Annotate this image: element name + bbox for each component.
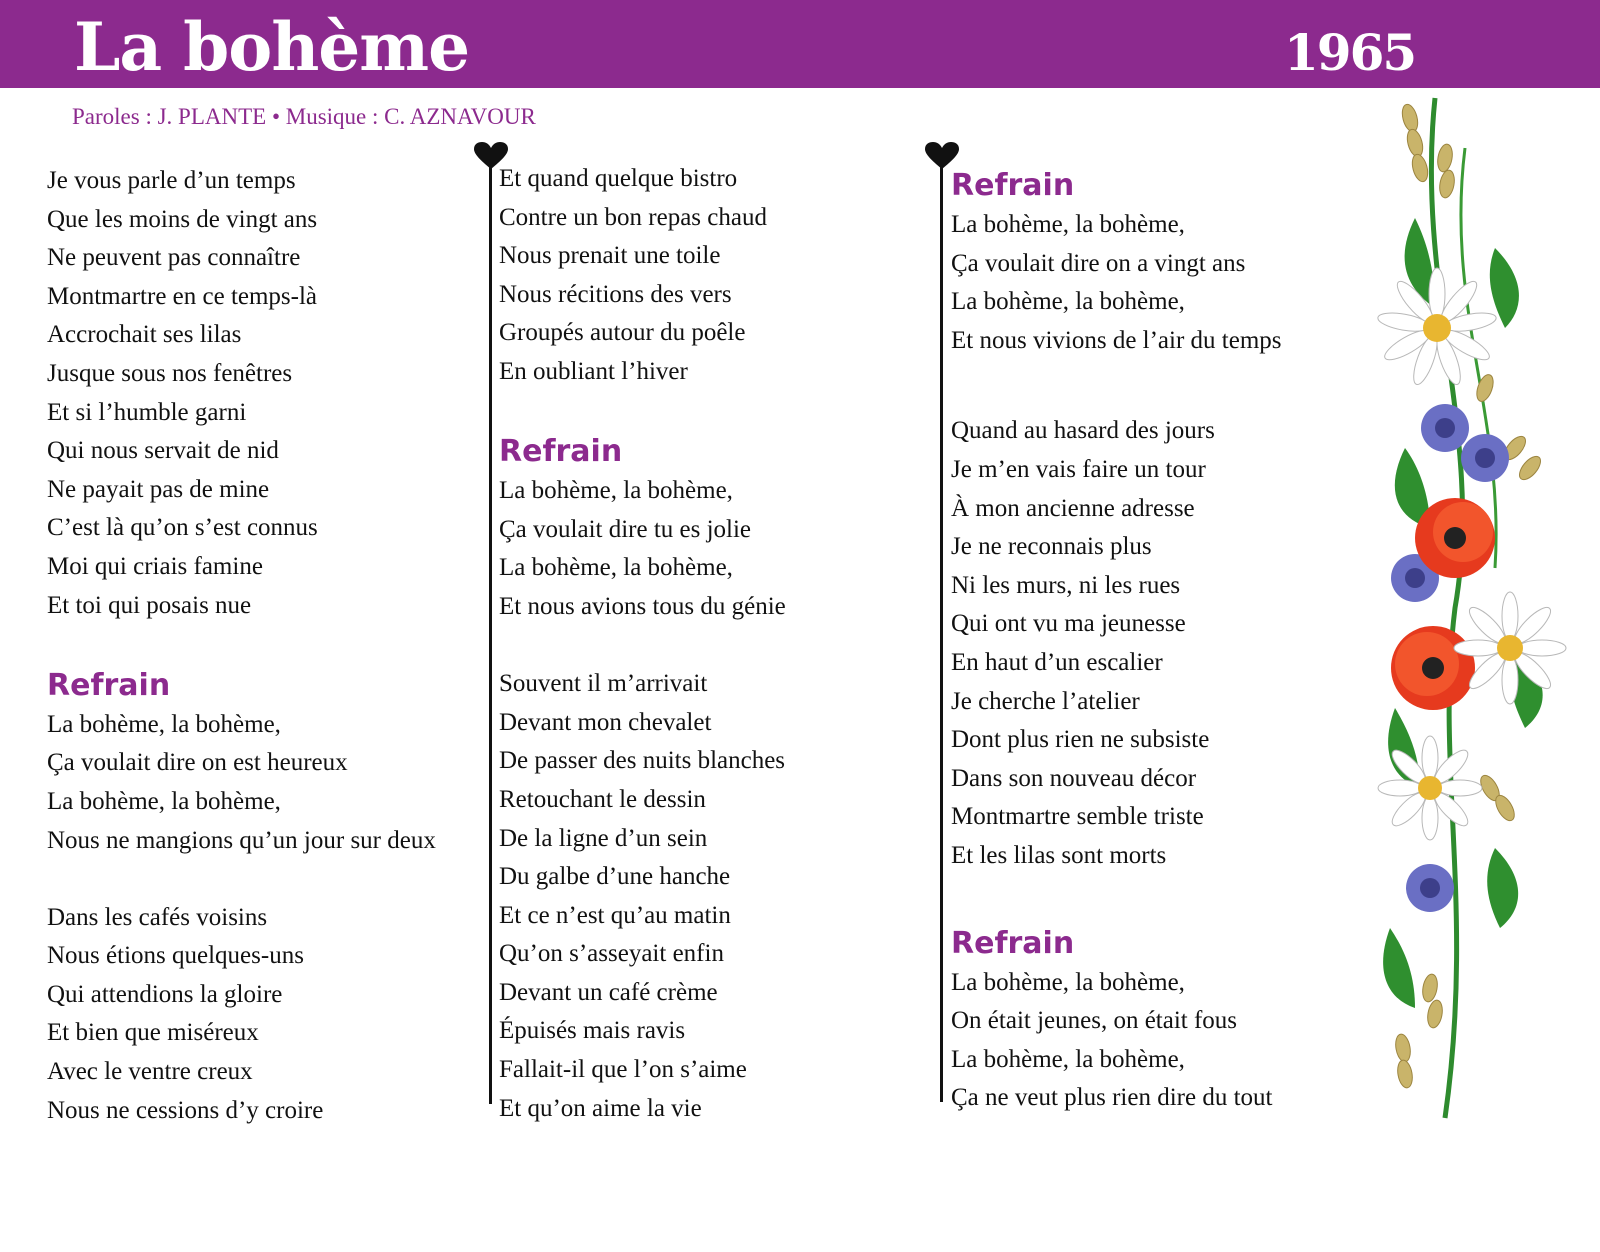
lyric-line: Accrochait ses lilas [47, 321, 242, 349]
lyric-line: Et nous avions tous du génie [499, 592, 786, 620]
stanza-gap [499, 627, 786, 666]
lyric-line: Fallait-il que l’on s’aime [499, 1056, 747, 1084]
lyric-line: La bohème, la bohème, [951, 1045, 1185, 1073]
column-divider [489, 166, 492, 1104]
lyric-line: Je m’en vais faire un tour [951, 455, 1206, 483]
lyric-line: Ça voulait dire on a vingt ans [951, 249, 1246, 277]
stanza-gap [47, 625, 436, 664]
lyric-line: Devant un café crème [499, 978, 718, 1006]
lyric-line: Ça ne veut plus rien dire du tout [951, 1084, 1273, 1112]
stanza-gap [47, 860, 436, 899]
lyric-line: Ne peuvent pas connaître [47, 244, 301, 272]
lyric-line: Qui ont vu ma jeunesse [951, 610, 1186, 638]
lyric-line: Devant mon chevalet [499, 708, 712, 736]
stanza-gap [951, 876, 1282, 922]
lyric-line: Moi qui criais famine [47, 552, 263, 580]
lyric-line: La bohème, la bohème, [951, 211, 1185, 238]
verse-block [47, 899, 436, 1131]
lyric-line: Nous récitions des vers [499, 280, 732, 308]
lyric-line: En haut d’un escalier [951, 648, 1163, 676]
lyric-line: La bohème, la bohème, [499, 477, 733, 505]
lyric-line: Que les moins de vingt ans [47, 205, 318, 233]
verse-block [47, 162, 436, 625]
lyric-line: La bohème, la bohème, [499, 554, 733, 582]
lyric-line: Épuisés mais ravis [499, 1017, 686, 1045]
lyric-line: Du galbe d’une hanche [499, 863, 731, 891]
credits-line: Paroles : J. PLANTE • Musique : C. AZNAVOUR [72, 104, 536, 129]
refrain-heading: Refrain [47, 667, 171, 703]
lyric-line: Dans son nouveau décor [951, 764, 1197, 792]
verse-block [499, 665, 786, 1128]
lyric-line: Souvent il m’arrivait [499, 670, 708, 698]
lyric-line: La bohème, la bohème, [47, 710, 281, 738]
lyric-line: Et toi qui posais nue [47, 591, 252, 619]
lyric-line: Contre un bon repas chaud [499, 203, 767, 231]
lyric-line: On était jeunes, on était fous [951, 1007, 1238, 1035]
lyric-line: Quand au hasard des jours [951, 417, 1215, 445]
refrain-block [499, 472, 786, 626]
lyric-line: En oubliant l’hiver [499, 357, 688, 385]
lyric-line: Ne payait pas de mine [47, 475, 270, 503]
refrain-block [47, 706, 436, 860]
lyric-line: Qui nous servait de nid [47, 437, 279, 465]
refrain-block [951, 964, 1282, 1118]
song-title: La bohème [74, 8, 470, 86]
lyrics-column-3 [951, 164, 1282, 1118]
column-divider [940, 166, 943, 1102]
song-year: 1965 [1284, 23, 1416, 82]
lyric-line: De la ligne d’un sein [499, 824, 708, 852]
lyric-line: Nous ne cessions d’y croire [47, 1096, 324, 1124]
refrain-block [951, 206, 1282, 360]
lyric-line: Je ne reconnais plus [951, 533, 1152, 561]
lyric-line: C’est là qu’on s’est connus [47, 514, 318, 542]
lyric-line: Je cherche l’atelier [951, 687, 1140, 715]
lyric-line: Montmartre semble triste [951, 803, 1204, 831]
title-banner [0, 0, 1600, 88]
lyric-line: Et quand quelque bistro [499, 165, 738, 192]
lyric-line: Nous ne mangions qu’un jour sur deux [47, 826, 436, 854]
lyric-line: La bohème, la bohème, [951, 288, 1185, 316]
lyric-line: Jusque sous nos fenêtres [47, 359, 293, 387]
lyric-line: Qui attendions la gloire [47, 980, 283, 1008]
lyric-line: Et si l’humble garni [47, 398, 247, 426]
lyric-line: Avec le ventre creux [47, 1058, 253, 1086]
refrain-heading: Refrain [499, 434, 623, 470]
lyric-line: Groupés autour du poêle [499, 319, 746, 347]
lyric-line: Dans les cafés voisins [47, 903, 268, 931]
stanza-gap [499, 392, 786, 431]
lyric-line: Et nous vivions de l’air du temps [951, 326, 1282, 354]
refrain-heading: Refrain [951, 925, 1075, 961]
lyric-line: Montmartre en ce temps-là [47, 282, 318, 310]
flower-garland-illustration [1375, 88, 1575, 1128]
lyric-line: Retouchant le dessin [499, 785, 706, 813]
lyric-line: La bohème, la bohème, [47, 787, 281, 815]
lyric-line: Ça voulait dire on est heureux [47, 749, 348, 777]
verse-block [499, 160, 786, 392]
lyric-line: Et ce n’est qu’au matin [499, 901, 731, 929]
lyric-line: Je vous parle d’un temps [47, 167, 296, 194]
lyric-line: Dont plus rien ne subsiste [951, 726, 1210, 754]
lyric-line: De passer des nuits blanches [499, 747, 786, 775]
lyric-line: Et les lilas sont morts [951, 841, 1167, 869]
lyric-line: Nous étions quelques-uns [47, 942, 304, 970]
lyrics-column-1 [47, 162, 436, 1130]
stanza-gap [951, 360, 1282, 412]
verse-block [951, 412, 1282, 875]
lyric-line: La bohème, la bohème, [951, 968, 1185, 996]
lyric-line: Ça voulait dire tu es jolie [499, 515, 752, 543]
lyric-line: Et qu’on aime la vie [499, 1094, 702, 1122]
lyric-line: Qu’on s’asseyait enfin [499, 940, 724, 968]
lyric-line: Et bien que miséreux [47, 1019, 259, 1047]
lyric-line: Ni les murs, ni les rues [951, 571, 1181, 599]
lyrics-column-2 [499, 160, 786, 1128]
lyric-line: Nous prenait une toile [499, 242, 721, 270]
refrain-heading: Refrain [951, 168, 1075, 203]
lyric-line: À mon ancienne adresse [951, 494, 1195, 522]
